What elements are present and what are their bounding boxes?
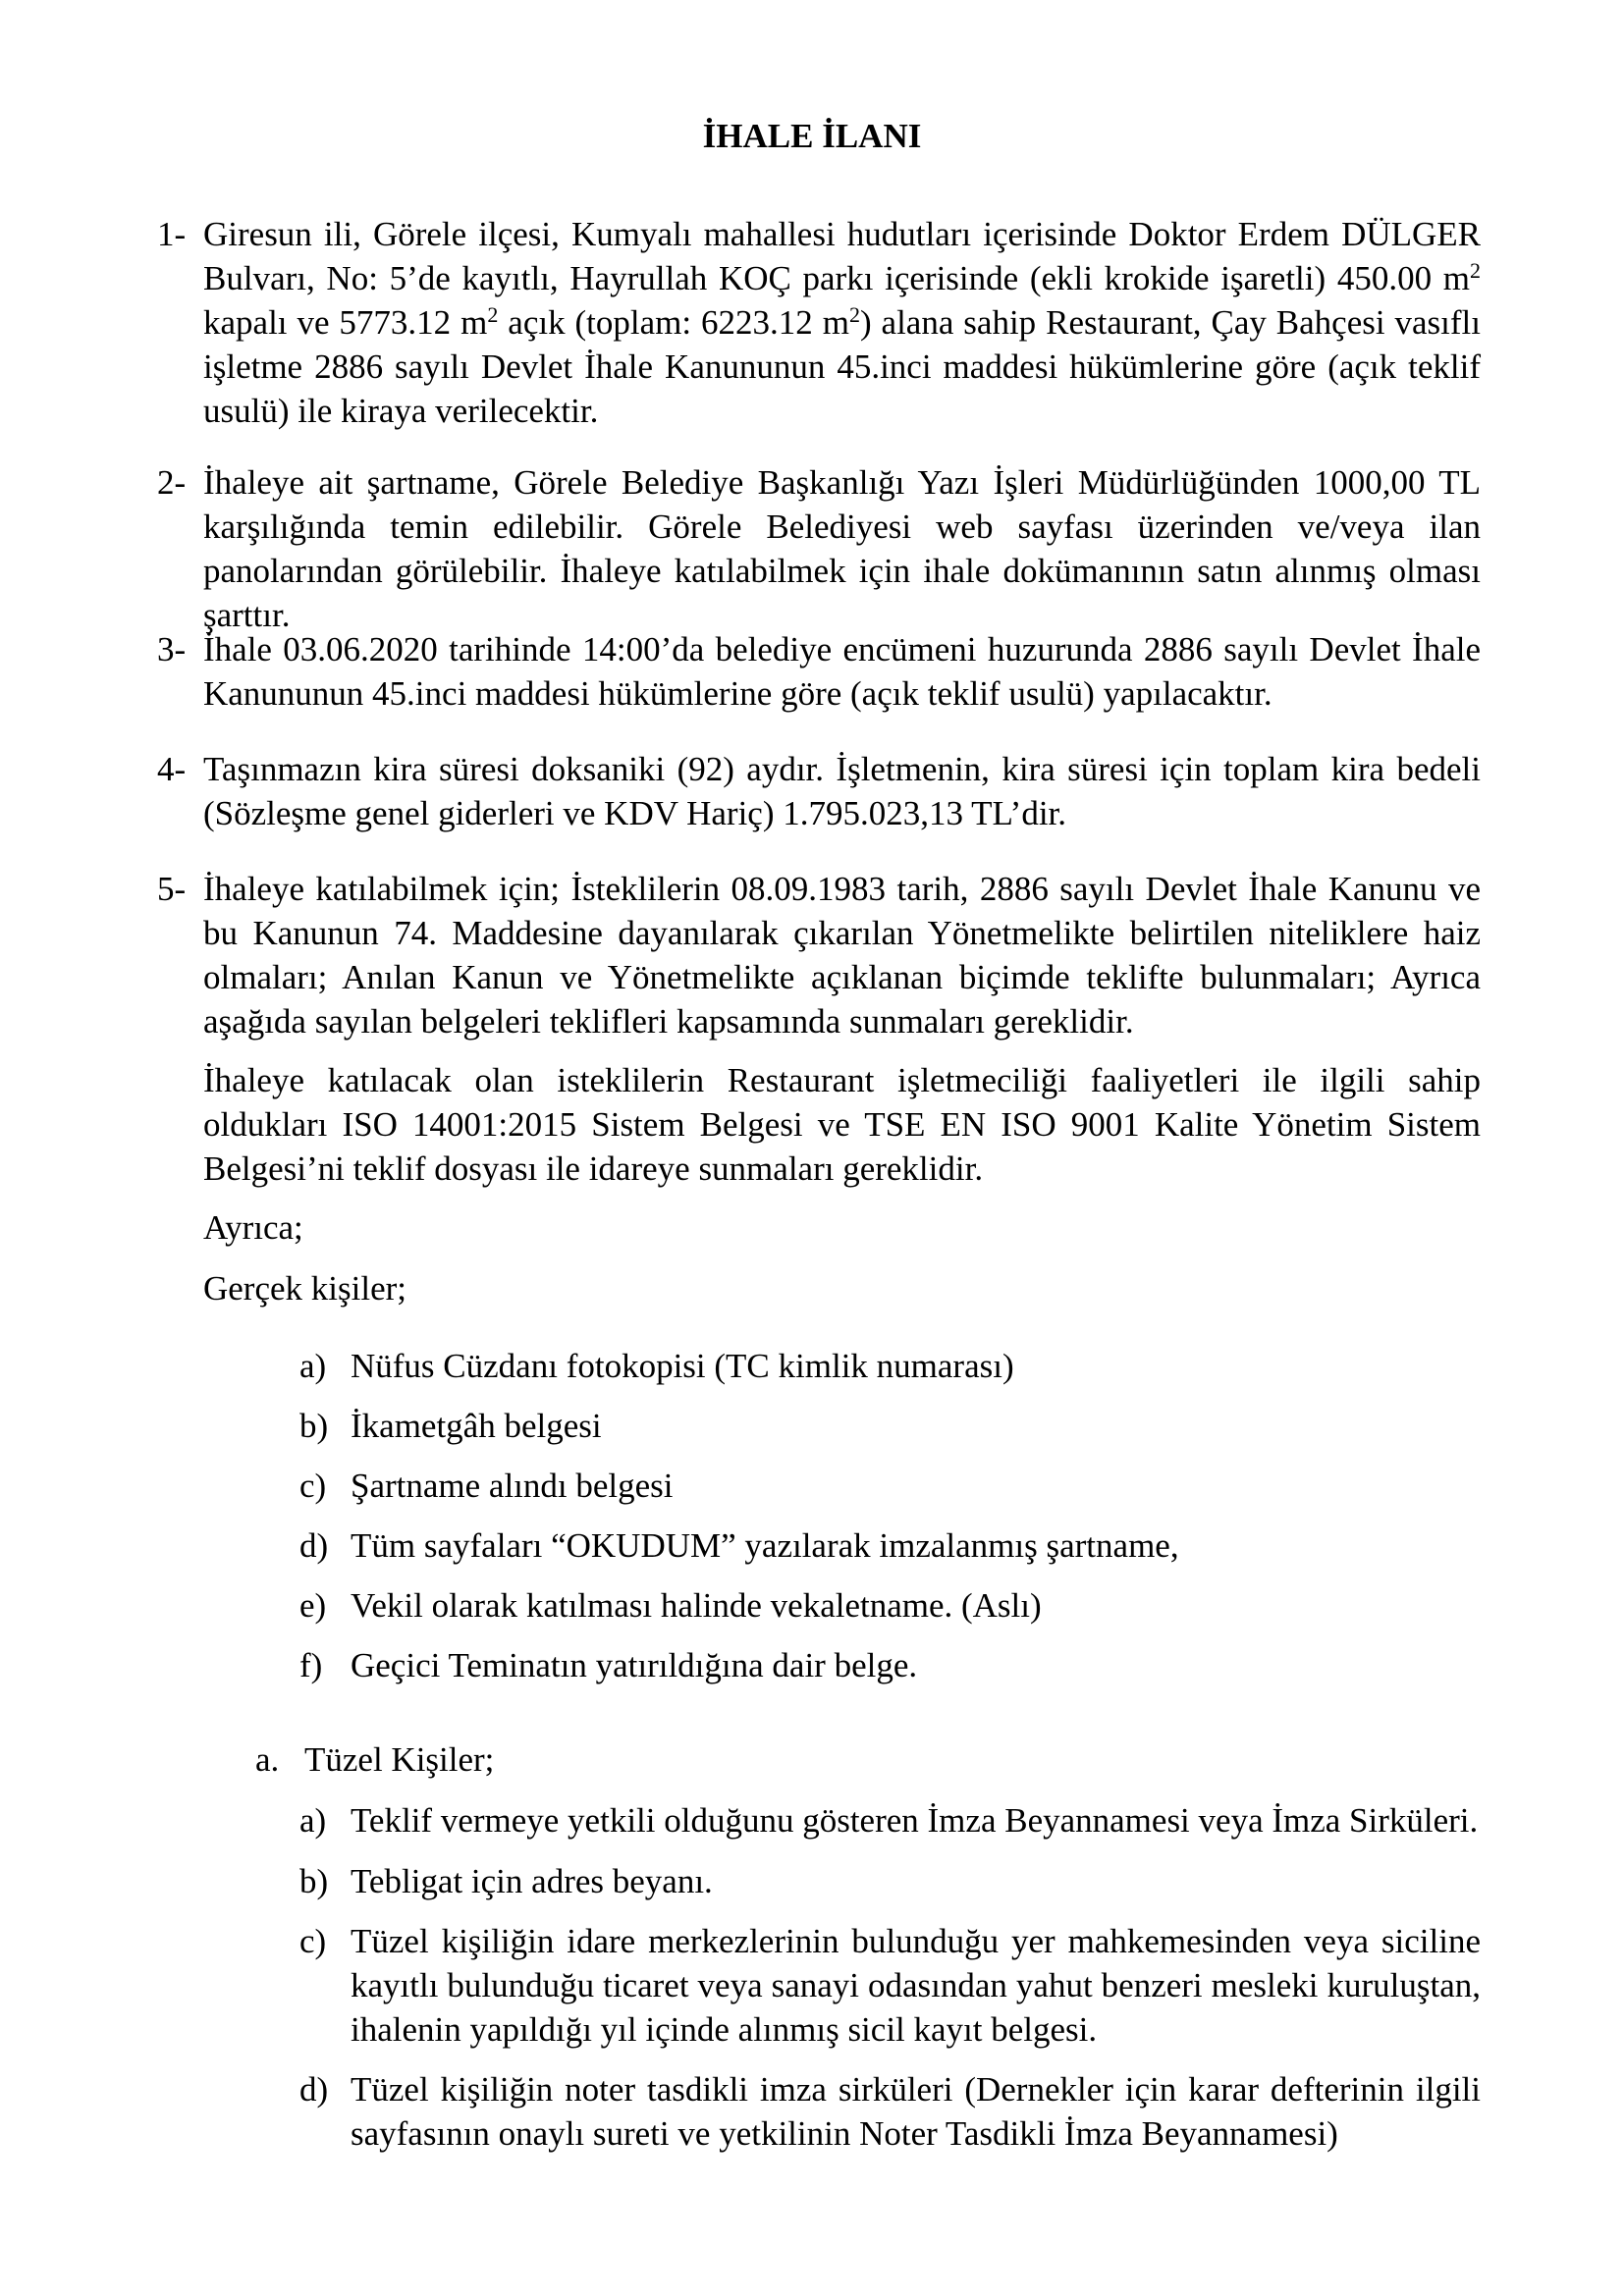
iso-paragraph: İhaleye katılacak olan isteklilerin Restaurant işletmeciliği faaliyetleri ile ilgili sahip oldukları ISO 14001:2015 Sistem Belgesi ve TSE EN ISO 9001 Kalite Yönetim Sistem Belgesi’ni teklif dosyası ile idareye sunmaları gereklidir. (203, 1061, 1481, 1188)
item-number: 1- (157, 215, 187, 253)
item-number: 3- (157, 630, 187, 668)
tuzel-list-item-d: d) Tüzel kişiliğin noter tasdikli imza sirküleri (Dernekler için karar defterinin ilgili sayfasının onaylı sureti ve yetkilinin Noter Tasdikli İmza Beyannamesi) (299, 2070, 1481, 2153)
tuzel-list-item-b: b) Tebligat için adres beyanı. (299, 1862, 713, 1900)
tuzel-list-item-c: c) Tüzel kişiliğin idare merkezlerinin bulunduğu yer mahkemesinden veya siciline kayıtlı bulunduğu ticaret veya sanayi odasından yahut benzeri mesleki kuruluştan, ihalenin yapıldığı yıl içinde alınmış sicil kayıt belgesi. (299, 1922, 1481, 2049)
gercek-list-item-e: e) Vekil olarak katılması halinde vekaletname. (Aslı) (299, 1586, 1042, 1625)
gercek-list-item-c: c) Şartname alındı belgesi (299, 1467, 674, 1505)
document-title: İHALE İLANI (702, 117, 922, 155)
list-item-1 (157, 212, 1481, 433)
item-text: Taşınmazın kira süresi doksaniki (92) aydır. İşletmenin, kira süresi için toplam kira bedeli (Sözleşme genel giderleri ve KDV Hariç) 1.795.023,13 TL’dir. (203, 750, 1481, 832)
item-text: İhaleye katılabilmek için; İsteklilerin 08.09.1983 tarih, 2886 sayılı Devlet İhale Kanunu ve bu Kanunun 74. Maddesine dayanılarak çıkarılan Yönetmelikte belirtilen niteliklere haiz olmaları; Anılan Kanun ve Yönetmelikte açıklanan biçimde teklifte bulunmaları; Ayrıca aşağıda sayılan belgeleri teklifleri kapsamında sunmaları gereklidir. (203, 870, 1481, 1041)
gercek-kisiler-heading: Gerçek kişiler; (203, 1269, 406, 1308)
gercek-list-item-b: b) İkametgâh belgesi (299, 1407, 602, 1445)
item-text: Giresun ili, Görele ilçesi, Kumyalı mahallesi hudutları içerisinde Doktor Erdem DÜLGER Bulvarı, No: 5’de kayıtlı, Hayrullah KOÇ parkı içerisinde (ekli krokide işaretli) 450.00 $m^2$ kapalı ve 5773.12 $m^2$ açık (toplam: 6223.12 $m^2$) alana sahip Restaurant, Çay Bahçesi vasıflı işletme 2886 sayılı Devlet İhale Kanununun 45.inci maddesi hükümlerine göre (açık teklif usulü) ile kiraya verilecektir. (203, 215, 1482, 430)
gercek-list-item-f: f) Geçici Teminatın yatırıldığına dair belge. (299, 1646, 918, 1684)
item-number: 2- (157, 463, 187, 502)
item-number: 5- (157, 870, 187, 908)
item-text: İhale 03.06.2020 tarihinde 14:00’da belediye encümeni huzurunda 2886 sayılı Devlet İhale Kanununun 45.inci maddesi hükümlerine göre (açık teklif usulü) yapılacaktır. (203, 630, 1481, 713)
item-number: 4- (157, 750, 187, 788)
ayrica-paragraph: Ayrıca; (203, 1208, 303, 1247)
tuzel-list-item-a: a) Teklif vermeye yetkili olduğunu gösteren İmza Beyannamesi veya İmza Sirküleri. (299, 1801, 1479, 1840)
gercek-list-item-d: d) Tüm sayfaları “OKUDUM” yazılarak imzalanmış şartname, (299, 1526, 1179, 1565)
list-item-4 (157, 747, 1481, 835)
tuzel-kisiler-heading: a. Tüzel Kişiler; (255, 1740, 495, 1779)
item-text: İhaleye ait şartname, Görele Belediye Başkanlığı Yazı İşleri Müdürlüğünden 1000,00 TL karşılığında temin edilebilir. Görele Belediyesi web sayfası üzerinden ve/veya ilan panolarından görülebilir. İhaleye katılabilmek için ihale dokümanının satın alınmış olması şarttır. (203, 463, 1481, 634)
gercek-list-item-a: a) Nüfus Cüzdanı fotokopisi (TC kimlik numarası) (299, 1347, 1014, 1385)
list-item-2 (157, 460, 1481, 637)
list-item-5 (157, 867, 1481, 1043)
list-item-3 (157, 627, 1481, 716)
